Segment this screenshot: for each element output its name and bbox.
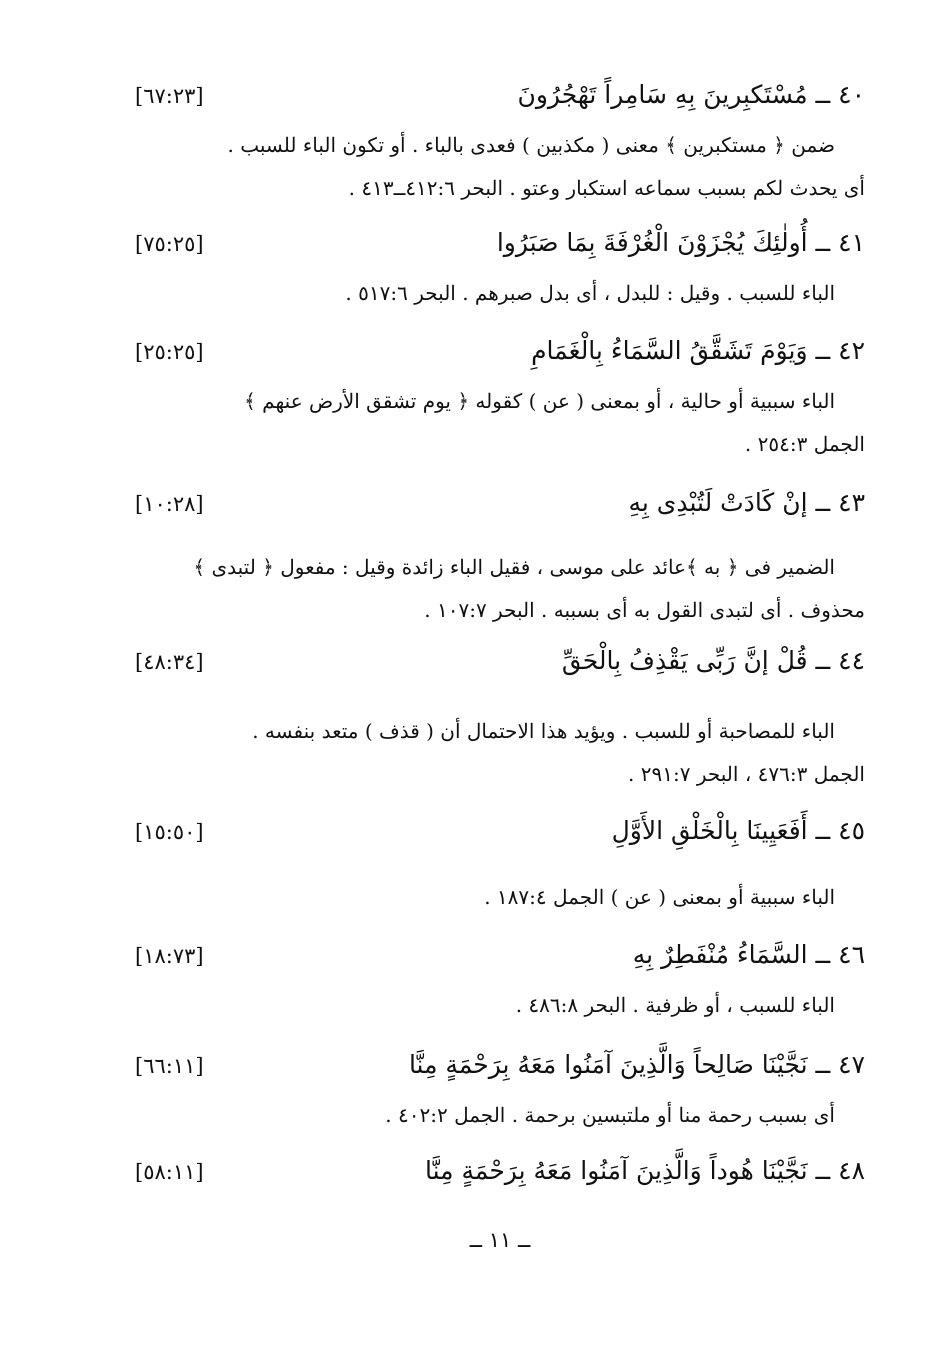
verse-text: ٤٤ ــ قُلْ إنَّ رَبِّى يَقْذِفُ بِالْحَقِّ bbox=[561, 646, 865, 675]
book-page bbox=[135, 0, 865, 1358]
verse-reference: [١٠:٢٨] bbox=[135, 492, 204, 516]
commentary-line: الجمل ٢٥٤:٣ . bbox=[744, 432, 865, 456]
commentary bbox=[135, 546, 865, 632]
verse-text: ٤٠ ــ مُسْتَكبِرينَ بِهِ سَامِراً تَهْجُرُونَ bbox=[517, 80, 865, 109]
commentary-line: الجمل ٤٧٦:٣ ، البحر ٢٩١:٧ . bbox=[628, 762, 865, 786]
commentary-line: الباء للمصاحبة أو للسبب . ويؤيد هذا الاحتمال أن ( قذف ) متعد بنفسه . bbox=[252, 719, 835, 743]
verse-text: ٤٣ ــ إنْ كَادَتْ لَتُبْدِى بِهِ bbox=[628, 488, 865, 517]
commentary-line: أى بسبب رحمة منا أو ملتبسين برحمة . الجمل ٤٠٢:٢ . bbox=[385, 1103, 835, 1127]
verse-reference: [٢٥:٢٥] bbox=[135, 340, 204, 364]
entry-46 bbox=[135, 940, 865, 1027]
commentary-line: الضمير فى ﴿ به ﴾عائد على موسى ، فقيل الباء زائدة وقيل : مفعول ﴿ لتبدى ﴾ bbox=[193, 555, 835, 579]
verse-text: ٤٨ ــ نَجَّيْنَا هُوداً وَالَّذِينَ آمَنُوا مَعَهُ بِرَحْمَةٍ مِنَّا bbox=[424, 1156, 865, 1185]
commentary-line: الباء سببية أو بمعنى ( عن ) الجمل ١٨٧:٤ . bbox=[484, 885, 835, 909]
verse-reference: [١٥:٥٠] bbox=[135, 820, 204, 844]
commentary-line: ضمن ﴿ مستكبرين ﴾ معنى ( مكذبين ) فعدى بالباء . أو تكون الباء للسبب . bbox=[227, 133, 835, 157]
entry-41 bbox=[135, 228, 865, 315]
commentary bbox=[135, 1094, 865, 1137]
verse-text: ٤٦ ــ السَّمَاءُ مُنْفَطِرٌ بِهِ bbox=[632, 940, 865, 969]
entry-44 bbox=[135, 646, 865, 796]
verse-text: ٤٢ ــ وَيَوْمَ تَشَقَّقُ السَّمَاءُ بِالْغَمَامِ bbox=[531, 336, 865, 365]
verse-reference: [٧٥:٢٥] bbox=[135, 232, 204, 256]
verse-text: ٤١ ــ أُولٰئِكَ يُجْزَوْنَ الْغُرْفَةَ بِمَا صَبَرُوا bbox=[496, 228, 865, 257]
commentary-line: محذوف . أى لتبدى القول به أى بسببه . البحر ١٠٧:٧ . bbox=[424, 598, 865, 622]
commentary bbox=[135, 380, 865, 466]
commentary-line: أى يحدث لكم بسبب سماعه استكبار وعتو . البحر ٤١٢:٦ــ٤١٣ . bbox=[348, 176, 865, 200]
commentary-line: الباء للسبب . وقيل : للبدل ، أى بدل صبرهم . البحر ٥١٧:٦ . bbox=[345, 281, 835, 305]
entry-42 bbox=[135, 336, 865, 466]
commentary bbox=[135, 272, 865, 315]
verse-reference: [٥٨:١١] bbox=[135, 1160, 204, 1184]
entry-43 bbox=[135, 488, 865, 632]
verse-text: ٤٧ ــ نَجَّيْنَا صَالِحاً وَالَّذِينَ آمَنُوا مَعَهُ بِرَحْمَةٍ مِنَّا bbox=[408, 1050, 865, 1079]
commentary bbox=[135, 876, 865, 919]
verse-reference: [٦٧:٢٣] bbox=[135, 84, 204, 108]
entry-45 bbox=[135, 816, 865, 919]
commentary bbox=[135, 124, 865, 210]
entry-40 bbox=[135, 80, 865, 210]
verse-reference: [٦٦:١١] bbox=[135, 1054, 204, 1078]
entry-48 bbox=[135, 1156, 865, 1200]
commentary-line: الباء للسبب ، أو ظرفية . البحر ٤٨٦:٨ . bbox=[515, 993, 835, 1017]
verse-reference: [٤٨:٣٤] bbox=[135, 650, 204, 674]
page-number: ــ ١١ ــ bbox=[469, 1228, 531, 1252]
entry-47 bbox=[135, 1050, 865, 1137]
commentary bbox=[135, 984, 865, 1027]
verse-text: ٤٥ ــ أَفَعَيِينَا بِالْخَلْقِ الأَوَّلِ bbox=[611, 816, 865, 845]
verse-reference: [١٨:٧٣] bbox=[135, 944, 204, 968]
commentary bbox=[135, 710, 865, 796]
commentary-line: الباء سببية أو حالية ، أو بمعنى ( عن ) كقوله ﴿ يوم تشقق الأرض عنهم ﴾ bbox=[244, 389, 835, 413]
